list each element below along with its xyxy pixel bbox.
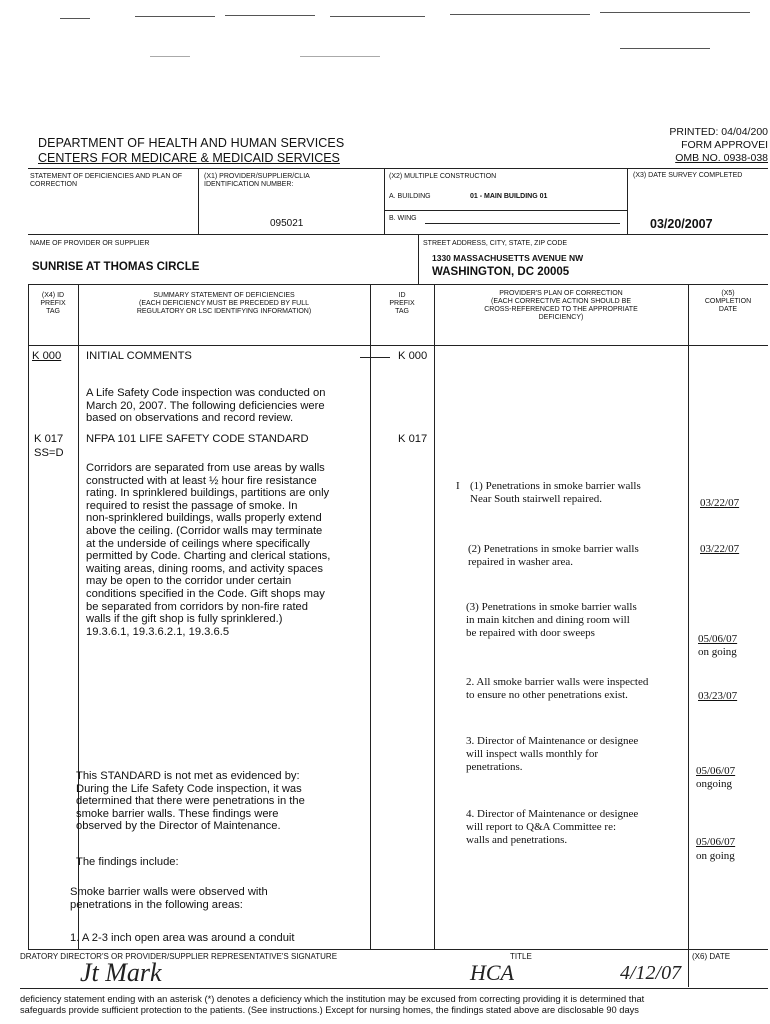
plan-3: (3) Penetrations in smoke barrier walls in main kitchen and dining room will be repaired with door sweeps bbox=[466, 601, 637, 639]
x5-header: (X5) COMPLETION DATE bbox=[704, 290, 752, 313]
agency-title: CENTERS FOR MEDICARE & MEDICAID SERVICES bbox=[38, 151, 340, 165]
k000-right-tag: K 000 bbox=[398, 350, 428, 362]
title-mark: HCA bbox=[470, 960, 514, 985]
x3-value: 03/20/2007 bbox=[650, 217, 713, 231]
standard-paragraph: Corridors are separated from use areas by walls constructed with at least ½ hour fire resistance rating. In sprinklered buildings, partitions are only required to resist the passage of smoke. In non-sprinklered buildings, walls properly extend above the ceiling. (Corridor walls may terminate at the underside of ceilings where specifically permitted by Code. Charting and clerical stations, waiting areas, dining rooms, and activity spaces may be open to the corridor under certain conditions specified in the Code. Gift shops may be separated from corridors by non-fire rated walls if the gift shop is fully sprinklered.) 19.3.6.1, 19.3.6.2.1, 19.3.6.5 bbox=[86, 462, 331, 638]
x1-label: (X1) PROVIDER/SUPPLIER/CLIA IDENTIFICATION NUMBER: bbox=[204, 173, 310, 188]
id-header: ID PREFIX TAG bbox=[389, 292, 415, 315]
form-approved: FORM APPROVEI bbox=[681, 139, 768, 151]
title-label: TITLE bbox=[510, 952, 532, 961]
address-line1: 1330 MASSACHUSETTS AVENUE NW bbox=[432, 253, 584, 263]
x3-label: (X3) DATE SURVEY COMPLETED bbox=[633, 172, 743, 179]
k017-right-tag: K 017 bbox=[398, 433, 428, 445]
plan-6-date: 05/06/07 bbox=[696, 836, 736, 848]
signature-label: DRATORY DIRECTOR'S OR PROVIDER/SUPPLIER REPRESENTATIVE'S SIGNATURE bbox=[20, 952, 338, 961]
findings-label: The findings include: bbox=[76, 856, 179, 868]
intro-paragraph: A Life Safety Code inspection was conducted on March 20, 2007. The following deficiencies were based on observations and record review. bbox=[86, 387, 326, 425]
plan-3-date: 05/06/07 bbox=[698, 633, 738, 645]
omb-number: OMB NO. 0938-038 bbox=[675, 152, 768, 164]
x2-label: (X2) MULTIPLE CONSTRUCTION bbox=[389, 173, 497, 180]
item-1: 1. A 2-3 inch open area was around a conduit bbox=[70, 932, 295, 944]
x4-header: (X4) ID PREFIX TAG bbox=[40, 292, 66, 315]
k017-title: NFPA 101 LIFE SAFETY CODE STANDARD bbox=[86, 433, 309, 445]
k017-tag: K 017 bbox=[34, 433, 64, 445]
plan-4-date: 03/23/07 bbox=[698, 690, 738, 702]
footnote: deficiency statement ending with an asterisk (*) denotes a deficiency which the institution may be excused from correcting providing it is determined that safeguards provide sufficient protection to the patients. (See instructions.) Except for nursing homes, the findings stated above are disclosable 90 days bbox=[20, 994, 645, 1015]
plan-2-date: 03/22/07 bbox=[700, 543, 740, 555]
building-label: A. BUILDING bbox=[389, 193, 431, 200]
provider-label: NAME OF PROVIDER OR SUPPLIER bbox=[30, 240, 150, 247]
plan-5: 3. Director of Maintenance or designee will inspect walls monthly for penetrations. bbox=[466, 735, 639, 773]
department-title: DEPARTMENT OF HEALTH AND HUMAN SERVICES bbox=[38, 136, 345, 150]
building-value: 01 - MAIN BUILDING 01 bbox=[470, 193, 548, 200]
plan-1: (1) Penetrations in smoke barrier walls Near South stairwell repaired. bbox=[470, 480, 641, 505]
x6-label: (X6) DATE bbox=[692, 952, 731, 961]
address-label: STREET ADDRESS, CITY, STATE, ZIP CODE bbox=[423, 240, 568, 247]
plan-2: (2) Penetrations in smoke barrier walls repaired in washer area. bbox=[468, 543, 639, 568]
plan-header: PROVIDER'S PLAN OF CORRECTION (EACH CORRECTIVE ACTION SHOULD BE CROSS-REFERENCED TO THE APPROPRIATE DEFICIENCY) bbox=[484, 290, 638, 321]
plan-5-date: 05/06/07 bbox=[696, 765, 736, 777]
plan-3-note: on going bbox=[698, 646, 737, 658]
printed-date: PRINTED: 04/04/200 bbox=[669, 126, 768, 138]
signature-mark: Jt Mark bbox=[80, 958, 162, 987]
evidence-paragraph: This STANDARD is not met as evidenced by: During the Life Safety Code inspection, it was determined that there were penetrations in the smoke barrier walls. These findings were observed by the Director of Maintenance. bbox=[76, 770, 305, 833]
k017-ss: SS=D bbox=[34, 447, 64, 459]
plan-5-note: ongoing bbox=[696, 778, 733, 790]
smoke-paragraph: Smoke barrier walls were observed with penetrations in the following areas: bbox=[70, 886, 268, 911]
x1-value: 095021 bbox=[270, 218, 304, 229]
plan-4: 2. All smoke barrier walls were inspected to ensure no other penetrations exist. bbox=[466, 676, 649, 701]
k000-title: INITIAL COMMENTS bbox=[86, 350, 192, 362]
wing-label: B. WING bbox=[389, 215, 417, 222]
address-line2: WASHINGTON, DC 20005 bbox=[432, 266, 570, 278]
plan-1-marker: I bbox=[456, 480, 460, 492]
plan-1-date: 03/22/07 bbox=[700, 497, 740, 509]
k000-tag: K 000 bbox=[32, 350, 62, 362]
summary-header: SUMMARY STATEMENT OF DEFICIENCIES (EACH DEFICIENCY MUST BE PRECEDED BY FULL REGULATORY OR LSC IDENTIFYING INFORMATION) bbox=[136, 292, 312, 315]
print-info bbox=[630, 126, 768, 165]
plan-6: 4. Director of Maintenance or designee will report to Q&A Committee re: walls and penetrations. bbox=[466, 808, 639, 846]
plan-6-note: on going bbox=[696, 850, 735, 862]
date-mark: 4/12/07 bbox=[620, 962, 682, 984]
statement-label: STATEMENT OF DEFICIENCIES AND PLAN OF CORRECTION bbox=[30, 173, 183, 188]
provider-value: SUNRISE AT THOMAS CIRCLE bbox=[32, 261, 200, 273]
